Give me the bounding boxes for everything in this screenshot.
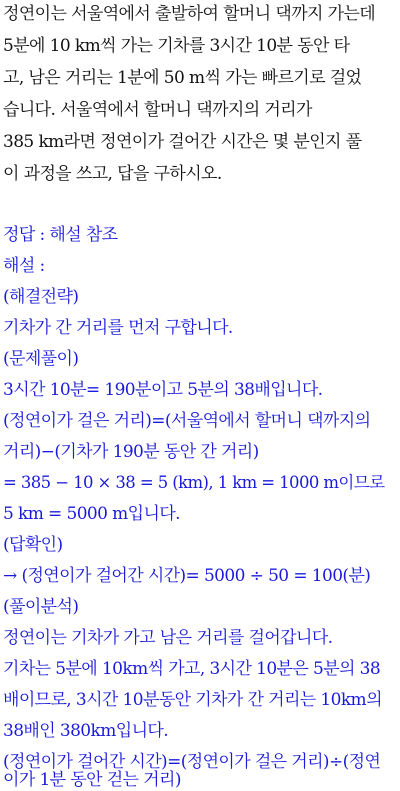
answer-line: 기차는 5분에 10km씩 가고, 3시간 10분은 5분의 38 xyxy=(3,659,381,679)
section-label: (풀이분석) xyxy=(3,597,79,617)
answer-line: 38배인 380km입니다. xyxy=(3,721,169,741)
answer-line: (정연이가 걸어간 시간)=(정연이가 걸은 거리)÷(정연 xyxy=(3,752,381,772)
section-label: (문제풀이) xyxy=(3,349,79,369)
question-line: 5분에 10 km씩 가는 기차를 3시간 10분 동안 타 xyxy=(3,36,350,56)
answer-line: 5 km = 5000 m입니다. xyxy=(3,504,180,524)
explanation-heading: 해설 : xyxy=(3,256,45,276)
answer-line: → (정연이가 걸어간 시간)= 5000 ÷ 50 = 100(분) xyxy=(3,566,371,586)
answer-line: 거리)−(기차가 190분 동안 간 거리) xyxy=(3,442,259,462)
question-line: 고, 남은 거리는 1분에 50 m씩 가는 빠르기로 걸었 xyxy=(3,68,362,88)
answer-line: (정연이가 걸은 거리)=(서울역에서 할머니 댁까지의 xyxy=(3,411,371,431)
answer-line: 3시간 10분= 190분이고 5분의 38배입니다. xyxy=(3,380,323,400)
section-label: (답확인) xyxy=(3,535,63,555)
question-line: 정연이는 서울역에서 출발하여 할머니 댁까지 가는데 xyxy=(3,4,376,24)
question-line: 이 과정을 쓰고, 답을 구하시오. xyxy=(3,164,222,184)
answer-line: 정연이는 기차가 가고 남은 거리를 걸어갑니다. xyxy=(3,628,333,648)
answer-line: 기차가 간 거리를 먼저 구합니다. xyxy=(3,318,233,338)
question-line: 385 km라면 정연이가 걸어간 시간은 몇 분인지 풀 xyxy=(3,132,362,152)
section-label: (해결전략) xyxy=(3,287,79,307)
answer-line: = 385 − 10 × 38 = 5 (km), 1 km = 1000 m이므로 xyxy=(3,473,385,492)
answer-line: 배이므로, 3시간 10분동안 기차가 간 거리는 10km의 xyxy=(3,690,382,710)
answer-line: 이가 1분 동안 걷는 거리) xyxy=(3,770,181,790)
question-line: 습니다. 서울역에서 할머니 댁까지의 거리가 xyxy=(3,100,312,120)
answer-heading: 정답 : 해설 참조 xyxy=(3,225,118,245)
